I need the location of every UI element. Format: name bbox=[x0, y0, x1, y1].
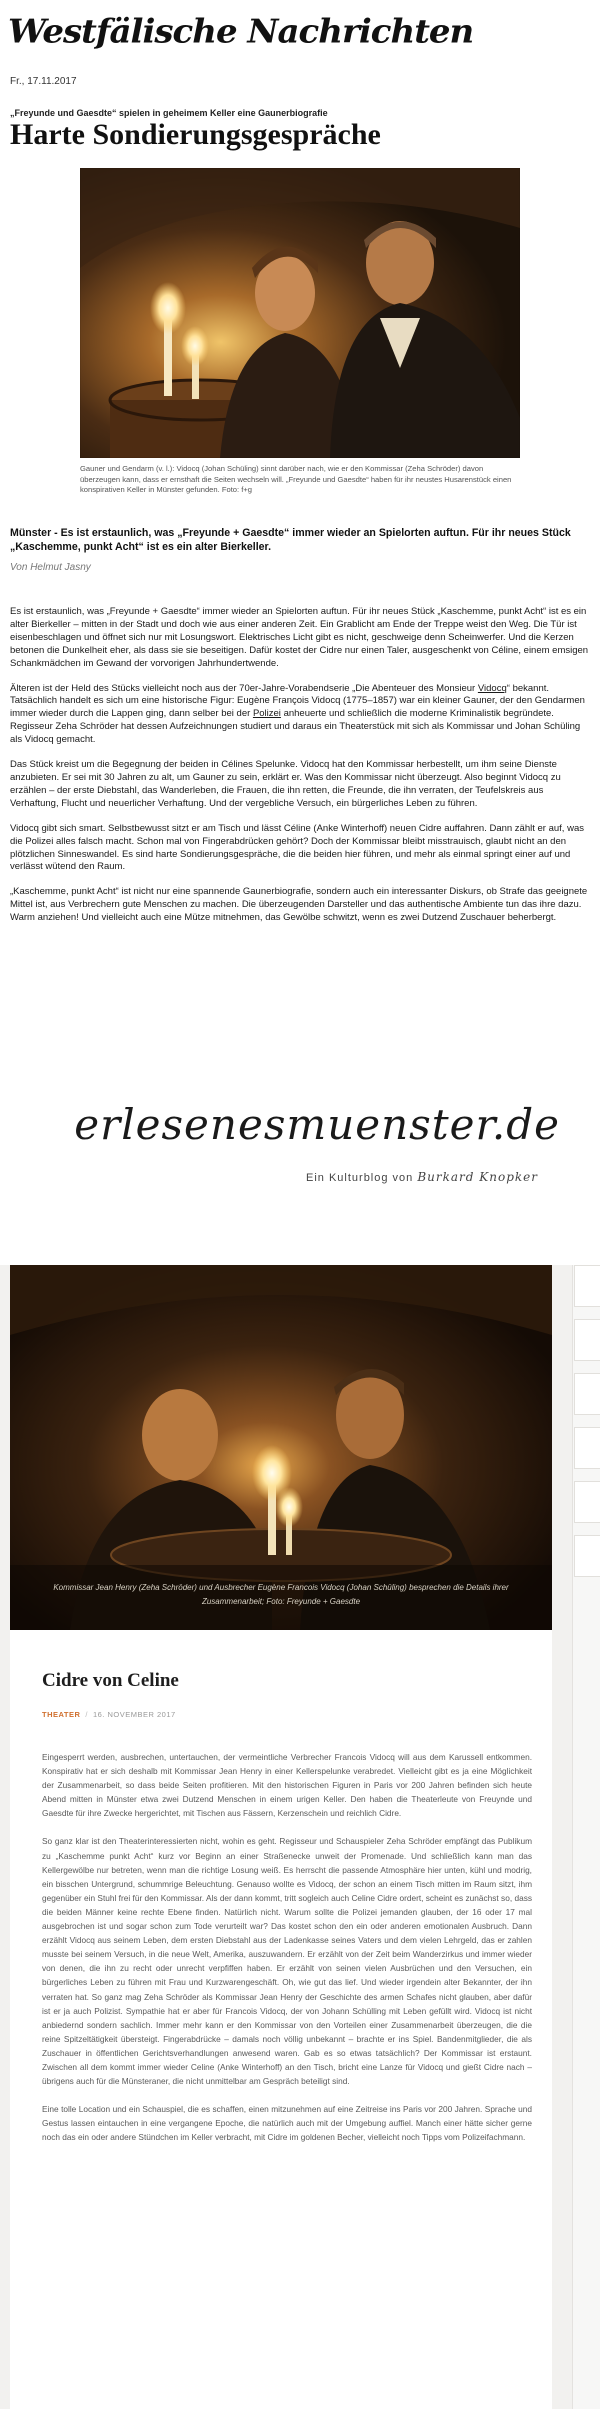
newspaper-masthead: Westfälische Nachrichten bbox=[8, 13, 474, 51]
article-paragraph: Vidocq gibt sich smart. Selbstbewusst sitzt er am Tisch und lässt Céline (Anke Winterhoff) neuen Cidre auffahren. Dann zählt er auf, was die Polizei alles falsch macht. Schon mal von Fingerabdrücken gehört? Doch der Kommissar bleibt misstrauisch, glaubt nicht an den plötzlichen Sinneswandel. Es sind harte Sondierungsgespräche, die die beiden hier führen, und mehr als einmal springt einer auf und verlässt wütend den Raum. bbox=[10, 822, 584, 873]
sidebar-widget[interactable] bbox=[574, 1373, 600, 1415]
post-title[interactable]: Cidre von Celine bbox=[42, 1670, 179, 1691]
sidebar-widget[interactable] bbox=[574, 1427, 600, 1469]
article-paragraph: „Kaschemme, punkt Acht“ ist nicht nur eine spannende Gaunerbiografie, sondern auch ein interessanter Diskurs, ob Strafe das geeignete Mittel ist, aus Verbrechern gute Menschen zu machen. Die überzeugenden Darsteller und das authentische Ambiente tun das ihre dazu. Warm anziehen! Und vielleicht auch eine Mütze mitnehmen, das Gewölbe schwitzt, wenn es zwei Dutzend Zuschauer beherbergt. bbox=[10, 886, 588, 924]
article-paragraph: Älteren ist der Held des Stücks vielleicht noch aus der 70er-Jahre-Vorabendserie „Die Abenteuer des Monsieur Vidocq“ bekannt. Tatsächlich handelt es sich um eine historische Figur: Eugène François Vidocq (1775–1857) war ein kleiner Gauner, der den Gendarmen immer wieder durch die Lappen ging, dann selber bei der Polizei anheuerte und schließlich die moderne Kriminalistik begründete. Regisseur Zeha Schröder hat dessen Aufzeichnungen studiert und daraus ein Theaterstück mit sich als Kommissar und Johan Schüling als Vidocq gemacht. bbox=[10, 682, 585, 746]
article-headline: Harte Sondierungsgespräche bbox=[10, 118, 381, 151]
blog-logo-block bbox=[0, 1100, 600, 1200]
author-signature: Burkard Knopker bbox=[417, 1170, 538, 1184]
sidebar-rail bbox=[572, 1265, 600, 2409]
article-paragraph: Es ist erstaunlich, was „Freyunde + Gaesdte“ immer wieder an Spielorten auftun. Für ihr neues Stück „Kaschemme, punkt Acht“ ist es ein alter Bierkeller – mitten in der Stadt und doch wie aus einer anderen Zeit. Ein Grablicht am Ende der Treppe weist den Weg. Die Tür ist eisenbeschlagen und öffnet sich nur mit Losungswort. Elektrisches Licht gibt es nicht, geschweige denn Scheinwerfer. Und die Kerzen betonen die Dunkelheit eher, als dass sie sie beseitigen. Dafür kostet der Cidre nur einen Taler, ausgeschenkt von Céline, einem emsigen Schankmädchen im Gewand der vorvorigen Jahrhundertwende. bbox=[10, 606, 589, 669]
post-category-link[interactable]: THEATER bbox=[42, 1710, 81, 1719]
sidebar-widget[interactable] bbox=[574, 1481, 600, 1523]
meta-separator: / bbox=[85, 1710, 88, 1719]
blog-logo[interactable]: erlesenesmuenster.de bbox=[74, 1100, 560, 1149]
post-date: 16. NOVEMBER 2017 bbox=[92, 1710, 176, 1719]
sidebar-widget[interactable] bbox=[574, 1535, 600, 1577]
candlelit-table-image bbox=[10, 1265, 552, 1630]
vidocq-link[interactable]: Vidocq bbox=[477, 682, 507, 694]
post-paragraph: Eine tolle Location und ein Schauspiel, die es schaffen, einen mitzunehmen auf eine Zeitreise ins Paris vor 200 Jahren. Sprache und Gestus lassen eintauchen in eine vergangene Epoche, die natürlich auch mit der Umgebung auffiel. Manch einer hätte sicher gerne noch das ein oder andere Stündchen im Keller verbracht, mit Cidre im goldenen Becher, vielleicht noch Tipps vom Polizeifachmann. bbox=[42, 2104, 532, 2143]
post-body bbox=[42, 1750, 532, 2158]
article-date: Fr., 17.11.2017 bbox=[10, 76, 77, 87]
blog-image-caption: Kommissar Jean Henry (Zeha Schröder) und Ausbrecher Eugène Francois Vidocq (Johan Schüling) besprechen die Details ihrer Zusammenarbeit; Foto: Freyunde + Gaesdte bbox=[53, 1583, 509, 1606]
post-meta bbox=[42, 1710, 176, 1719]
sidebar-widget[interactable] bbox=[574, 1265, 600, 1307]
blog-page bbox=[0, 1265, 600, 2409]
article-lead: Münster - Es ist erstaunlich, was „Freyunde + Gaesdte“ immer wieder an Spielorten auftun. Für ihr neues Stück „Kaschemme, punkt Acht“ ist es ein alter Bierkeller. bbox=[10, 527, 571, 553]
post-paragraph: Eingesperrt werden, ausbrechen, untertauchen, der vermeintliche Verbrecher Francois Vidocq will aus dem Karussell entkommen. Konspirativ hat er sich deshalb mit Kommissar Jean Henry in einer Kellerspelunke verabredet. Vielleicht gibt es ja eine Möglichkeit der Zusammenarbeit, so dass beide Seiten profitieren. Mit den historischen Figuren in Paris vor 200 Jahren befinden sich heute Abend mitten in Münster etwa zwei Dutzend Menschen in einem urigen Keller. Den haben die Theaterleute von Freuynde und Gaesdte für ihre Zwecke hergerichtet, mit Tischen aus Fässern, Kerzenschein und reichlich Cidre. bbox=[42, 1752, 532, 1819]
blog-tagline: Ein Kulturblog von Burkard Knopker bbox=[306, 1170, 538, 1184]
article-body bbox=[10, 606, 592, 937]
article-byline: Von Helmut Jasny bbox=[10, 562, 91, 573]
article-photo-caption: Gauner und Gendarm (v. l.): Vidocq (Johan Schüling) sinnt darüber nach, wie er den Kommissar (Zeha Schröder) davon überzeugen kann, dass er ernsthaft die Seiten wechseln will. „Freyunde und Gaesdte“ haben für ihr neustes Husarenstück einen konspirativen Keller in Münster gefunden. Foto: f+g bbox=[80, 464, 512, 494]
article-photo bbox=[80, 168, 520, 458]
blog-post bbox=[10, 1630, 552, 2409]
article-kicker: „Freyunde und Gaesdte“ spielen in geheimem Keller eine Gaunerbiografie bbox=[10, 108, 328, 118]
post-paragraph: So ganz klar ist den Theaterinteressierten nicht, wohin es geht. Regisseur und Schauspieler Zeha Schröder empfängt das Publikum zu „Kaschemme punkt Acht“ kurz vor Beginn an einer Straßenecke unweit der Promenade. Und schließlich kann man das Kellergewölbe nur betreten, wenn man die richtige Losung weiß. Es herrscht die passende Atmosphäre hier unten, kühl und modrig, ein bisschen Untergrund, schummrige Beleuchtung. Genauso wollte es Vidocq, der schon an einem Tisch mitten im Raum sitzt, ihm gegenüber ein Stuhl frei für den Kommissar. Als der dann kommt, tritt sogleich auch Celine Cidre ordert, scheint es zunächst so, dass die beiden Männer keine rechte Ebene finden. Natürlich nicht. Warum sollte die Polizei jemanden glauben, der 16 oder 17 mal ausgebrochen ist und sogar schon zum Tode verurteilt war? Das kostet schon den ein oder anderen emotionalen Ausbruch. Dann erzählt Vidocq aus seinem Leben, dem ersten Diebstahl aus der Ladenkasse seines Vaters und dem vielen Lehrgeld, das er zahlen musste bei seinem Versuch, in die neue Welt, Amerika, auszuwandern. Er erzählt von der Zeit beim Wanderzirkus und immer wieder von denen, die ihn zu recht oder unrecht verpfiffen haben. Er erzählt von seinen vielen Ausbrüchen und den Versuchen, ein bürgerliches Leben zu führen mit Frau und Kurzwarengeschäft. Oh, wie gut das lief. Und wieder irgendein alter Bekannter, der ihn verraten hat. So ganz mag Zeha Schröder als Kommissar Jean Henry der Geschichte des armen Schafes nicht glauben, aber dafür ist er ja auch Polizist. Sympathie hat er aber für Francois Vidocq, der von Johann Schülling mit Leben gefüllt wird. Vidocq ist nicht anbiedernd sondern sachlich. Immer mehr kann er den Kommissar von den Vorteilen einer Zusammenarbeit überzeugen, die die reine Spitzeltätigkeit übersteigt. Fingerabdrücke – damals noch völlig unbekannt – brachte er ins Spiel. Bandenmitglieder, die als Zuschauer in öffentlichen Gerichtsverhandlungen anwesend waren. Gab es so etwas tatsächlich? Der Kommissar ist erstaunt. Zwischen all dem kommt immer wieder Celine (Anke Winterhoff) an den Tisch, bricht eine Lanze für Vidocq und gießt Cidre nach – übrigens auch für die Münsteraner, die nicht unmittelbar am Gespräch beteiligt sind. bbox=[42, 1836, 532, 2087]
sidebar-widget[interactable] bbox=[574, 1319, 600, 1361]
blog-featured-image bbox=[10, 1265, 552, 1630]
cellar-scene-image bbox=[80, 168, 520, 458]
article-paragraph: Das Stück kreist um die Begegnung der beiden in Célines Spelunke. Vidocq hat den Kommissar herbestellt, um ihm seine Dienste anzubieten. Er sei mit 30 Jahren zu alt, um Gauner zu sein, erklärt er. Was den Kommissar nicht überzeugt. Also beginnt Vidocq zu erzählen – der erste Diebstahl, das Wanderleben, die Frauen, die ihn retten, die Freunde, die ihn verraten, der Teufelskreis aus Verhaftung, Flucht und neuerlicher Verhaftung. Und der vergebliche Versuch, ein bürgerliches Leben zu führen. bbox=[10, 759, 561, 809]
polizei-link[interactable]: Polizei bbox=[252, 708, 281, 720]
